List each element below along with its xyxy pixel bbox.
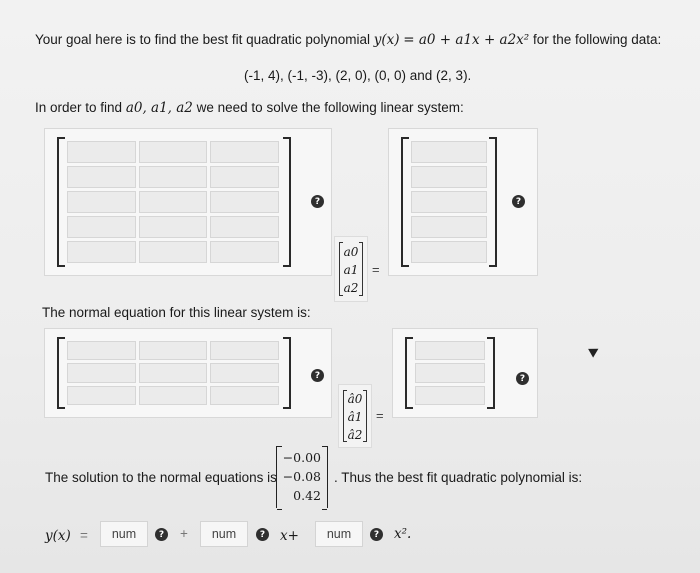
normal-matrix-cell[interactable] xyxy=(210,341,279,360)
normal-rhs-panel xyxy=(392,328,538,418)
vector-a xyxy=(334,236,368,302)
vector-b-cell[interactable] xyxy=(411,191,487,213)
vector-ahat xyxy=(338,384,372,448)
coefficient-input-a0[interactable]: num xyxy=(100,521,148,547)
normal-rhs-grid xyxy=(415,341,485,405)
vector-ahat-entry: â1 xyxy=(347,410,363,424)
equals-sign: = xyxy=(372,262,380,277)
normal-matrix-cell[interactable] xyxy=(139,363,208,382)
matrix-a-cell[interactable] xyxy=(210,191,279,213)
equals-sign: = xyxy=(376,408,384,423)
matrix-a-cell[interactable] xyxy=(67,166,136,188)
matrix-a-cell[interactable] xyxy=(210,241,279,263)
solution-value: 0.42 xyxy=(293,488,321,503)
vector-b-grid xyxy=(411,141,487,263)
intro-suffix: for the following data: xyxy=(529,32,662,47)
mouse-cursor-icon xyxy=(588,344,601,357)
help-icon[interactable]: ? xyxy=(155,528,168,541)
intro-formula-lhs: y(x) xyxy=(373,32,400,48)
normal-matrix-cell[interactable] xyxy=(67,386,136,405)
normal-rhs-cell[interactable] xyxy=(415,341,485,360)
vector-b-cell[interactable] xyxy=(411,141,487,163)
vector-b-cell[interactable] xyxy=(411,166,487,188)
normal-matrix-grid xyxy=(67,341,279,405)
x-squared-term: x². xyxy=(394,526,412,542)
help-icon[interactable]: ? xyxy=(311,369,324,382)
matrix-a-cell[interactable] xyxy=(139,191,208,213)
matrix-a-right-bracket xyxy=(283,137,291,267)
matrix-a-cell[interactable] xyxy=(67,241,136,263)
linear-system-suffix: we need to solve the following linear system: xyxy=(192,100,464,115)
matrix-a-cell[interactable] xyxy=(67,216,136,238)
linear-system-vars: a0, a1, a2 xyxy=(125,100,193,116)
normal-matrix-cell[interactable] xyxy=(210,386,279,405)
final-equals: = xyxy=(80,528,88,543)
solution-prefix: The solution to the normal equations is xyxy=(45,470,277,485)
normal-matrix-cell[interactable] xyxy=(210,363,279,382)
vector-b-cell[interactable] xyxy=(411,216,487,238)
normal-matrix-cell[interactable] xyxy=(139,341,208,360)
solution-value: −0.00 xyxy=(282,450,321,465)
normal-matrix-cell[interactable] xyxy=(67,341,136,360)
matrix-a-cell[interactable] xyxy=(139,141,208,163)
linear-system-text xyxy=(35,100,464,116)
vector-ahat-entry: â0 xyxy=(347,392,363,406)
solution-vector xyxy=(276,446,328,508)
intro-prefix: Your goal here is to find the best fit quadratic polynomial xyxy=(35,32,374,47)
matrix-a-left-bracket xyxy=(57,137,65,267)
matrix-a-cell[interactable] xyxy=(139,216,208,238)
matrix-a-cell[interactable] xyxy=(139,166,208,188)
vector-b-right-bracket xyxy=(489,137,497,267)
normal-matrix-panel xyxy=(44,328,332,418)
matrix-a-cell[interactable] xyxy=(139,241,208,263)
solution-value: −0.08 xyxy=(282,469,321,484)
linear-system-prefix: In order to find xyxy=(35,100,126,115)
normal-rhs-cell[interactable] xyxy=(415,363,485,382)
help-icon[interactable]: ? xyxy=(370,528,383,541)
final-lhs: y(x) xyxy=(45,528,71,544)
normal-rhs-left-bracket xyxy=(405,337,413,409)
intro-formula-rhs: = a0 + a1x + a2x² xyxy=(403,32,530,48)
normal-rhs-right-bracket xyxy=(487,337,495,409)
normal-rhs-cell[interactable] xyxy=(415,386,485,405)
matrix-a-cell[interactable] xyxy=(210,141,279,163)
matrix-a-cell[interactable] xyxy=(67,141,136,163)
normal-matrix-left-bracket xyxy=(57,337,65,409)
plus-sign: + xyxy=(180,526,188,541)
coefficient-input-a2[interactable]: num xyxy=(315,521,363,547)
help-icon[interactable]: ? xyxy=(311,195,324,208)
matrix-a-grid xyxy=(67,141,279,263)
solution-suffix: . Thus the best fit quadratic polynomial is: xyxy=(334,470,583,485)
vector-a-entry: a0 xyxy=(343,245,359,259)
help-icon[interactable]: ? xyxy=(512,195,525,208)
intro-text xyxy=(35,32,661,48)
matrix-a-panel xyxy=(44,128,332,276)
vector-a-entry: a2 xyxy=(343,281,359,295)
matrix-a-cell[interactable] xyxy=(210,166,279,188)
vector-b-cell[interactable] xyxy=(411,241,487,263)
normal-matrix-cell[interactable] xyxy=(67,363,136,382)
help-icon[interactable]: ? xyxy=(516,372,529,385)
normal-equation-label: The normal equation for this linear system is: xyxy=(42,305,311,320)
coefficient-input-a1[interactable]: num xyxy=(200,521,248,547)
vector-ahat-entry: â2 xyxy=(347,428,363,442)
x-plus-term: x+ xyxy=(280,528,299,544)
help-icon[interactable]: ? xyxy=(256,528,269,541)
vector-b-left-bracket xyxy=(401,137,409,267)
normal-matrix-cell[interactable] xyxy=(139,386,208,405)
normal-matrix-right-bracket xyxy=(283,337,291,409)
vector-a-entry: a1 xyxy=(343,263,359,277)
data-points: (-1, 4), (-1, -3), (2, 0), (0, 0) and (2, 3). xyxy=(244,68,472,83)
matrix-a-cell[interactable] xyxy=(67,191,136,213)
matrix-a-cell[interactable] xyxy=(210,216,279,238)
